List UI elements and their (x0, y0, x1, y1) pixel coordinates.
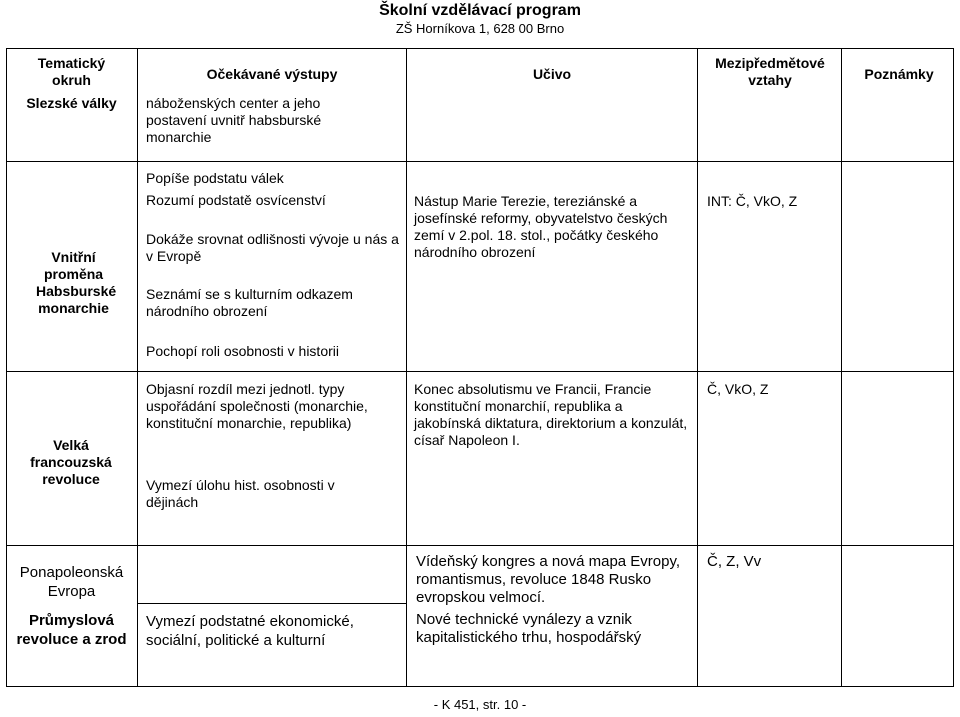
content-text: Vídeňský kongres a nová mapa Evropy, romantismus, revoluce 1848 Rusko evropskou velmocí. (416, 553, 681, 606)
outcome-text: Vymezí podstatné ekonomické, sociální, politické a kulturní (146, 613, 354, 649)
header-notes: Poznámky (864, 66, 934, 82)
topic-cell: Slezské války (26, 95, 117, 111)
outcome-text: Vymezí úlohu hist. osobnosti v dějinách (146, 477, 335, 510)
relations-text: Č, Z, Vv (707, 553, 762, 570)
page-footer: - K 451, str. 10 - (433, 697, 527, 712)
topic-cell: Vnitřní proměna Habsburské monarchie (36, 249, 117, 316)
header-relations: Mezipředmětové vztahy (715, 55, 825, 88)
school-address: ZŠ Horníkova 1, 628 00 Brno (395, 21, 565, 36)
header-topic: Tematický okruh (37, 55, 106, 88)
column-divider (137, 48, 138, 687)
curriculum-table (6, 48, 954, 716)
topic-cell: Průmyslová revoluce a zrod (16, 612, 127, 648)
content-text: Konec absolutismu ve Francii, Francie konstituční monarchií, republika a jakobínská diktatura, direktorium a konzulát, císař Napoleon I. (414, 381, 688, 448)
outcome-text: náboženských center a jeho postavení uvnitř habsburské monarchie (146, 95, 322, 145)
outcome-text: Seznámí se s kulturním odkazem národního obrození (146, 286, 353, 319)
row-divider (6, 161, 954, 162)
column-divider (406, 48, 407, 687)
outcome-text: Objasní rozdíl mezi jednotl. typy uspořádání společnosti (monarchie, konstituční monarchie, republika) (146, 381, 368, 431)
content-text: Nástup Marie Terezie, tereziánské a josefínské reformy, obyvatelstvo českých zemí v 2.pol. 18. stol., počátky českého národního obrození (414, 193, 668, 260)
column-divider (841, 48, 842, 687)
outcome-text: Rozumí podstatě osvícenství (146, 192, 326, 208)
outcome-text: Dokáže srovnat odlišnosti vývoje u nás a v Evropě (146, 231, 399, 264)
document-title: Školní vzdělávací program (379, 2, 581, 19)
outcome-text: Popíše podstatu válek (146, 170, 284, 186)
row-sub-divider (137, 603, 406, 604)
column-divider (697, 48, 698, 687)
relations-text: INT: Č, VkO, Z (707, 193, 798, 209)
header-content: Učivo (532, 66, 572, 82)
topic-cell: Velká francouzská revoluce (30, 437, 112, 487)
row-divider (6, 371, 954, 372)
relations-text: Č, VkO, Z (707, 381, 769, 397)
header-outcomes: Očekávané výstupy (206, 66, 338, 82)
content-text: Nové technické vynálezy a vznik kapitalistického trhu, hospodářský (416, 611, 642, 646)
row-divider (6, 545, 954, 546)
outcome-text: Pochopí roli osobnosti v historii (146, 343, 339, 359)
topic-cell: Ponapoleonská Evropa (19, 564, 124, 600)
